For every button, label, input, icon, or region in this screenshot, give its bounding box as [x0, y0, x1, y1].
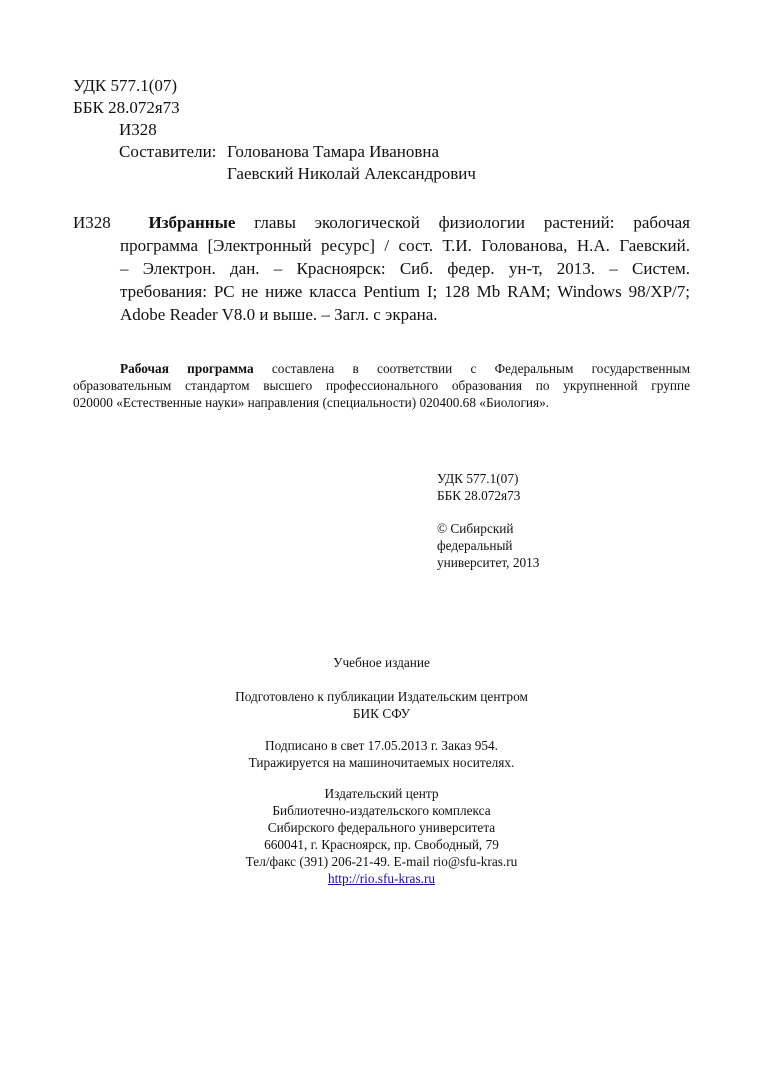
publisher-line-3: Сибирского федерального университета [267, 820, 496, 835]
prepared-line-2: БИК СФУ [352, 706, 411, 721]
author-mark: И328 [119, 120, 157, 139]
publisher-line-2: Библиотечно-издательского комплекса [272, 803, 491, 818]
copyright-line-1: © Сибирский [437, 521, 514, 536]
bib-line-2: программа [Электронный ресурс] / сост. Т.И. Голованова, Н.А. Гаевский. [120, 236, 690, 255]
publisher-line-1: Издательский центр [324, 786, 439, 801]
annotation [73, 360, 690, 411]
prepared-line-1: Подготовлено к публикации Издательским центром [235, 689, 528, 704]
bbk-code: ББК 28.072я73 [73, 98, 180, 117]
bib-line-1 [73, 211, 690, 234]
bib-author-mark: И328 [73, 213, 111, 232]
compiler-2: Гаевский Николай Александрович [227, 164, 476, 183]
replicated-line: Тиражируется на машиночитаемых носителях. [248, 755, 515, 770]
publisher-contacts: Тел/факс (391) 206-21-49. E-mail rio@sfu-kras.ru [245, 854, 518, 869]
anno-line-2: образовательным стандартом высшего профессионального образования по укрупненной группе [73, 378, 690, 393]
edition-type-text: Учебное издание [333, 655, 430, 670]
anno-line-1-rest: составлена в соответствии с Федеральным государственным [271, 361, 690, 376]
copyright-block [437, 520, 539, 571]
publisher-address: 660041, г. Красноярск, пр. Свободный, 79 [264, 837, 499, 852]
prepared-block [0, 688, 763, 722]
class-bbk: ББК 28.072я73 [437, 488, 521, 503]
copyright-line-2: федеральный [437, 538, 513, 553]
bib-title-bold: Избранные [148, 213, 236, 232]
publisher-website-link[interactable]: http://rio.sfu-kras.ru [327, 871, 436, 886]
signed-line: Подписано в свет 17.05.2013 г. Заказ 954. [265, 738, 498, 753]
publisher-block [0, 785, 763, 887]
classification-block [437, 470, 520, 504]
bib-line-4: требования: PC не ниже класса Pentium I; 128 Mb RAM; Windows 98/XP/7; [120, 282, 690, 301]
anno-line-3: 020000 «Естественные науки» направления (специальности) 020400.68 «Биология». [73, 395, 550, 410]
bibliographic-description [73, 211, 690, 326]
bib-line-5: Adobe Reader V8.0 и выше. – Загл. с экрана. [120, 305, 438, 324]
anno-bold: Рабочая программа [120, 361, 254, 376]
edition-type [0, 654, 763, 671]
copyright-line-3: университет, 2013 [437, 555, 540, 570]
bib-line-3: – Электрон. дан. – Красноярск: Сиб. федер. ун-т, 2013. – Систем. [120, 259, 690, 278]
bib-line-1-rest: главы экологической физиологии растений: рабочая [254, 213, 690, 232]
udk-code: УДК 577.1(07) [73, 76, 178, 95]
compilers-label: Составители: [119, 142, 217, 161]
class-udk: УДК 577.1(07) [437, 471, 519, 486]
compiler-1: Голованова Тамара Ивановна [227, 142, 440, 161]
anno-line-1 [73, 360, 690, 377]
signed-block [0, 737, 763, 771]
